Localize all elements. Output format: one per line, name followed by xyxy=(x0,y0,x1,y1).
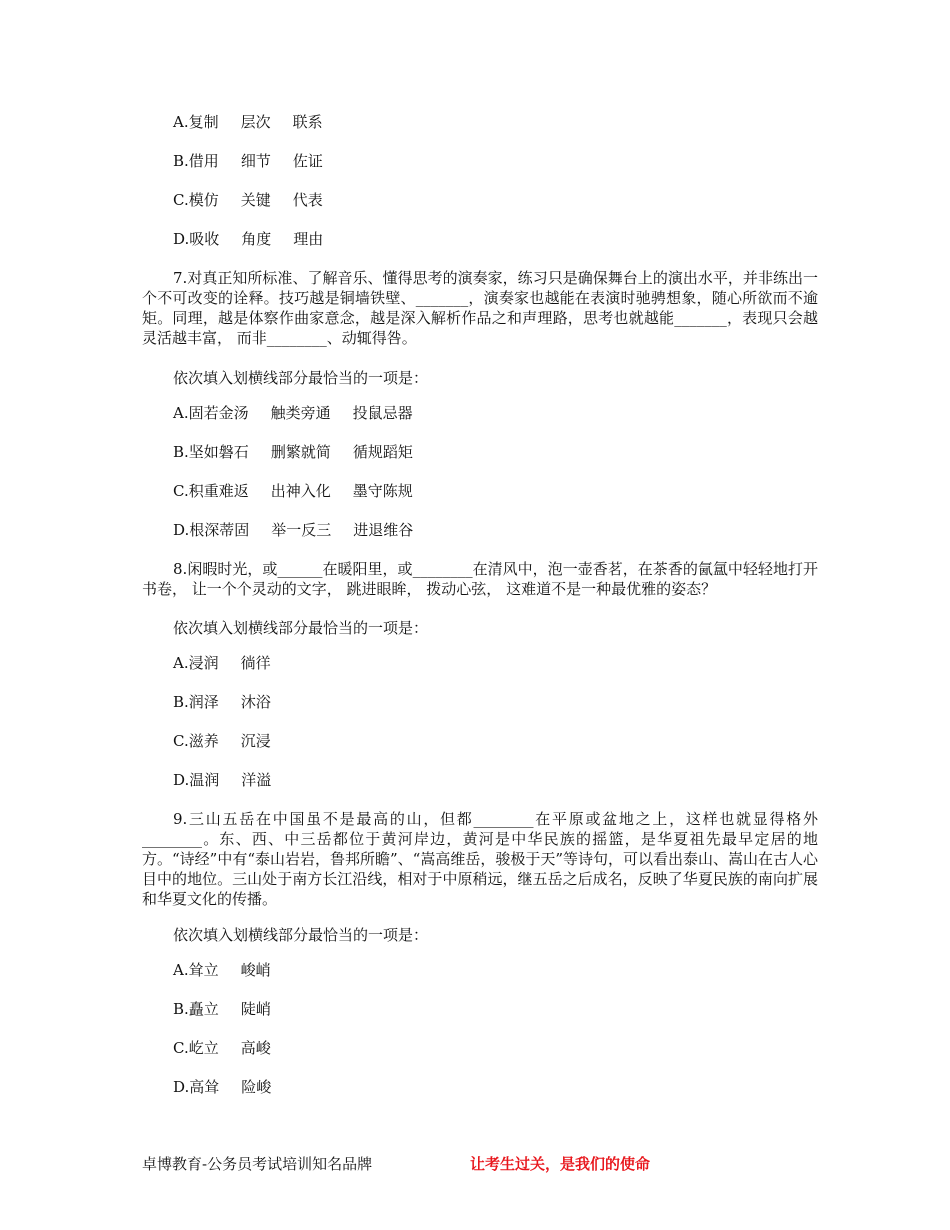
option-word: 墨守陈规 xyxy=(352,482,413,500)
option-word: 高峻 xyxy=(240,1039,271,1057)
option-word: 细节 xyxy=(240,152,271,170)
option-letter: A. xyxy=(173,113,189,131)
option-letter: B. xyxy=(173,693,189,711)
option-letter: A. xyxy=(173,404,189,422)
option-letter: D. xyxy=(173,771,190,789)
option-word: 佐证 xyxy=(292,152,323,170)
option-word: 固若金汤 xyxy=(188,404,249,422)
question-9-text: 9.三山五岳在中国虽不是最高的山，但都________在平原或盆地之上，这样也就显得格外________。东、西、中三岳都位于黄河岸边，黄河是中华民族的摇篮，是华夏祖先最早定居的地方。“诗经”中有“泰山岩岩，鲁邦所瞻”、“嵩高维岳，骏极于天”等诗句，可以看出泰山、嵩山在古人心目中的地位。三山处于南方长江沿线，相对于中原稍远，继五岳之后成名，反映了华夏民族的南向扩展和华夏文化的传播。 xyxy=(142,810,819,908)
option-letter: A. xyxy=(173,961,189,979)
q7-option-a xyxy=(173,403,413,423)
q6-option-a xyxy=(173,112,323,132)
option-word: 屹立 xyxy=(188,1039,219,1057)
q7-option-d xyxy=(173,520,413,540)
option-word: 删繁就简 xyxy=(270,443,331,461)
option-word: 峻峭 xyxy=(240,961,271,979)
q9-option-a xyxy=(173,960,271,980)
option-word: 浸润 xyxy=(188,654,219,672)
option-letter: A. xyxy=(173,654,189,672)
option-word: 吸收 xyxy=(189,230,220,248)
option-word: 沐浴 xyxy=(240,693,271,711)
option-word: 陡峭 xyxy=(240,1000,271,1018)
option-letter: C. xyxy=(173,1039,189,1057)
question-7-text: 7.对真正知所标准、了解音乐、懂得思考的演奏家，练习只是确保舞台上的演出水平，并非练出一个不可改变的诠释。技巧越是铜墙铁壁、_______，演奏家也越能在表演时驰骋想象，随心所欲而不逾矩。同理，越是体察作曲家意念，越是深入解析作品之和声理路，思考也就越能_______，表现只会越灵活越丰富， 而非________、动辄得咎。 xyxy=(142,269,818,347)
q6-option-c xyxy=(173,190,323,210)
q8-option-b xyxy=(173,692,271,712)
option-letter: B. xyxy=(173,152,189,170)
option-letter: D. xyxy=(173,1078,190,1096)
question-8-prompt: 依次填入划横线部分最恰当的一项是： xyxy=(173,619,429,637)
q9-option-b xyxy=(173,999,271,1019)
q8-option-c xyxy=(173,731,271,751)
option-word: 险峻 xyxy=(241,1078,272,1096)
footer-slogan: 让考生过关，是我们的使命 xyxy=(470,1155,651,1173)
option-word: 滋养 xyxy=(188,732,219,750)
option-word: 积重难返 xyxy=(188,482,249,500)
option-letter: C. xyxy=(173,732,189,750)
q8-option-d xyxy=(173,770,271,790)
q6-option-d xyxy=(173,229,323,249)
option-word: 层次 xyxy=(240,113,271,131)
option-word: 借用 xyxy=(188,152,219,170)
option-word: 高耸 xyxy=(189,1078,220,1096)
option-word: 徜徉 xyxy=(240,654,271,672)
option-word: 根深蒂固 xyxy=(189,521,250,539)
option-word: 沉浸 xyxy=(240,732,271,750)
option-letter: C. xyxy=(173,191,189,209)
option-word: 触类旁通 xyxy=(270,404,331,422)
option-word: 洋溢 xyxy=(241,771,272,789)
option-word: 温润 xyxy=(189,771,220,789)
q9-option-c xyxy=(173,1038,271,1058)
option-word: 关键 xyxy=(240,191,271,209)
option-word: 循规蹈矩 xyxy=(352,443,413,461)
q6-option-b xyxy=(173,151,323,171)
option-word: 投鼠忌器 xyxy=(352,404,413,422)
q8-option-a xyxy=(173,653,271,673)
option-word: 举一反三 xyxy=(271,521,332,539)
q9-option-d xyxy=(173,1077,271,1097)
footer-brand: 卓博教育-公务员考试培训知名品牌 xyxy=(142,1155,373,1173)
option-word: 润泽 xyxy=(188,693,219,711)
option-word: 角度 xyxy=(241,230,272,248)
option-word: 矗立 xyxy=(188,1000,219,1018)
q7-option-b xyxy=(173,442,413,462)
question-8-text: 8.闲暇时光，或______在暖阳里，或________在清风中，泡一壶香茗，在茶香的氤氲中轻轻地打开书卷， 让一个个灵动的文字， 跳进眼眸， 拨动心弦， 这难道不是一种最优雅的姿态？ xyxy=(142,560,818,598)
q7-option-c xyxy=(173,481,413,501)
option-word: 出神入化 xyxy=(270,482,331,500)
option-word: 复制 xyxy=(188,113,219,131)
option-letter: C. xyxy=(173,482,189,500)
option-letter: D. xyxy=(173,521,190,539)
option-word: 坚如磐石 xyxy=(188,443,249,461)
option-word: 模仿 xyxy=(188,191,219,209)
option-letter: B. xyxy=(173,443,189,461)
option-word: 代表 xyxy=(292,191,323,209)
option-word: 联系 xyxy=(292,113,323,131)
question-9-prompt: 依次填入划横线部分最恰当的一项是： xyxy=(173,926,429,944)
question-7-prompt: 依次填入划横线部分最恰当的一项是： xyxy=(173,369,429,387)
option-letter: B. xyxy=(173,1000,189,1018)
option-word: 进退维谷 xyxy=(353,521,414,539)
option-word: 理由 xyxy=(293,230,324,248)
option-word: 耸立 xyxy=(188,961,219,979)
option-letter: D. xyxy=(173,230,190,248)
